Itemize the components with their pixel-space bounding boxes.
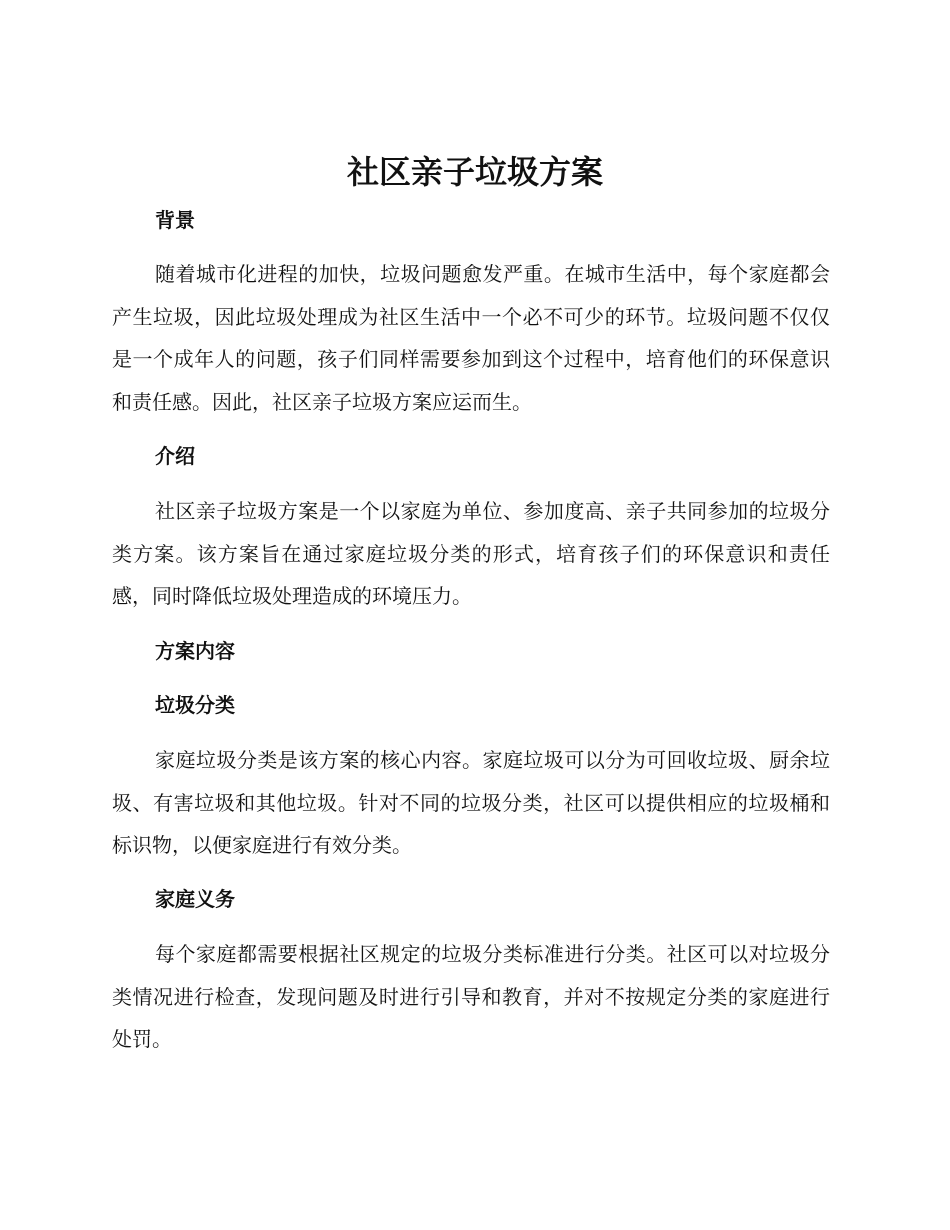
section-heading-waste-sorting: 垃圾分类 bbox=[155, 693, 235, 717]
document-title: 社区亲子垃圾方案 bbox=[346, 153, 603, 191]
section-paragraph-background: 随着城市化进程的加快，垃圾问题愈发严重。在城市生活中，每个家庭都会产生垃圾，因此垃圾处理成为社区生活中一个必不可少的环节。垃圾问题不仅仅是一个成年人的问题，孩子们同样需要参加到这个过程中，培育他们的环保意识和责任感。因此，社区亲子垃圾方案应运而生。 bbox=[112, 262, 830, 414]
section-paragraph-family-duties: 每个家庭都需要根据社区规定的垃圾分类标准进行分类。社区可以对垃圾分类情况进行检查，发现问题及时进行引导和教育，并对不按规定分类的家庭进行处罚。 bbox=[112, 942, 830, 1051]
section-heading-family-duties: 家庭义务 bbox=[155, 887, 235, 911]
section-paragraph-waste-sorting: 家庭垃圾分类是该方案的核心内容。家庭垃圾可以分为可回收垃圾、厨余垃圾、有害垃圾和其他垃圾。针对不同的垃圾分类，社区可以提供相应的垃圾桶和标识物，以便家庭进行有效分类。 bbox=[112, 748, 830, 857]
section-heading-background: 背景 bbox=[155, 208, 195, 232]
section-heading-introduction: 介绍 bbox=[155, 444, 195, 468]
section-paragraph-introduction: 社区亲子垃圾方案是一个以家庭为单位、参加度高、亲子共同参加的垃圾分类方案。该方案旨在通过家庭垃圾分类的形式，培育孩子们的环保意识和责任感，同时降低垃圾处理造成的环境压力。 bbox=[112, 499, 830, 608]
section-heading-plan-content: 方案内容 bbox=[155, 639, 235, 663]
